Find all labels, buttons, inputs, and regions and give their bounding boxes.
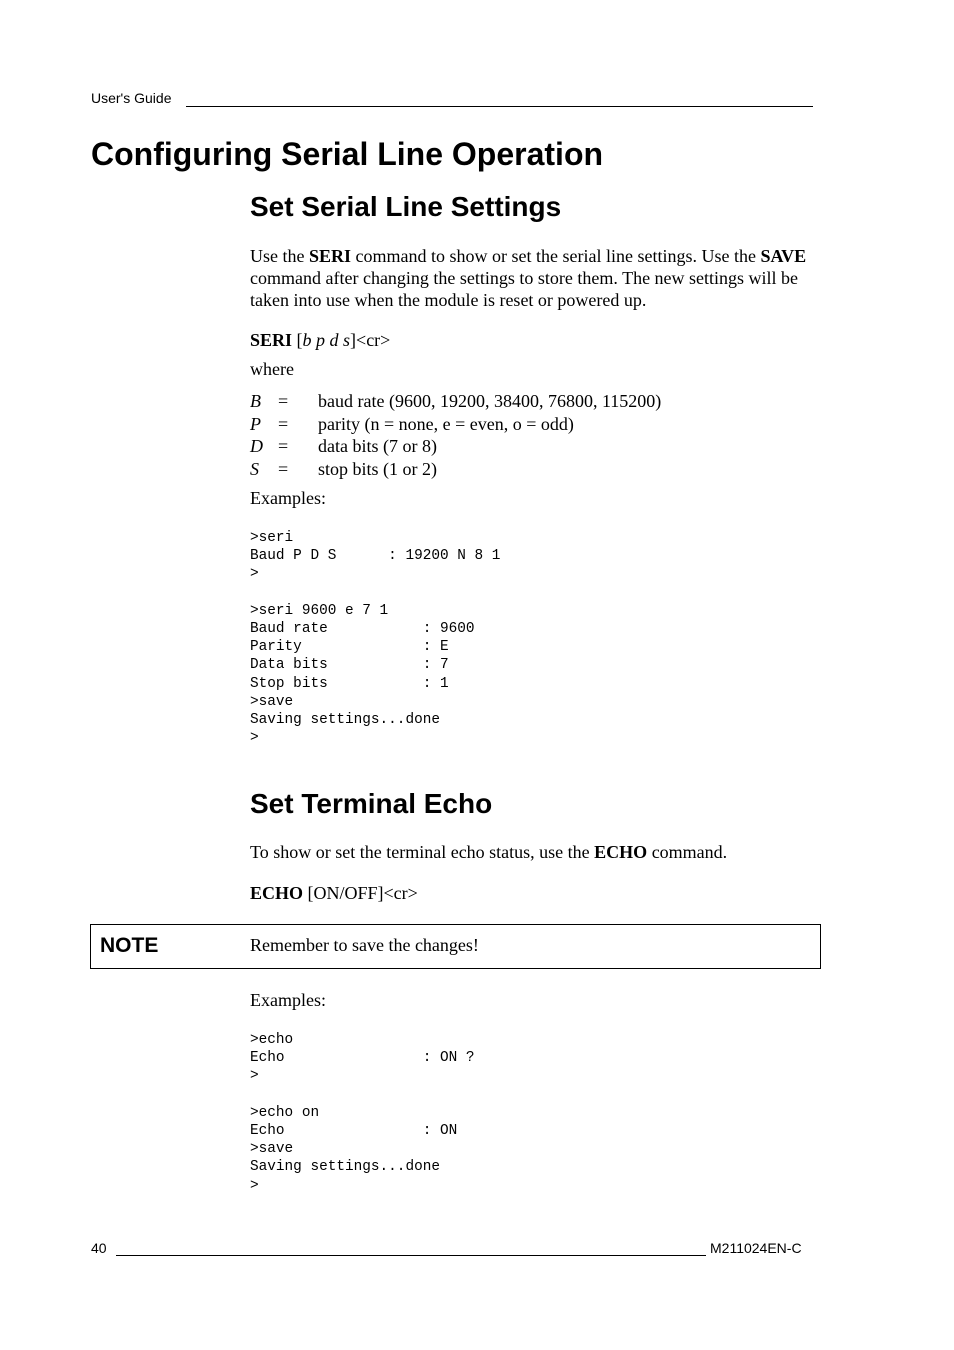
- serial-intro-paragraph: Use the SERI command to show or set the serial line settings. Use the SAVE command after changing the settings to store them. The new settings will be taken into use when the module is reset or powered up.: [250, 246, 807, 310]
- param-row: [250, 413, 661, 436]
- note-text: Remember to save the changes!: [250, 935, 479, 955]
- param-row: [250, 458, 661, 481]
- param-symbol: P: [250, 413, 261, 434]
- param-symbol: B: [250, 391, 261, 411]
- param-row: [250, 390, 661, 413]
- page-number: 40: [91, 1240, 107, 1256]
- param-equals: =: [278, 458, 289, 479]
- note-label: NOTE: [100, 934, 159, 957]
- parameter-list: [250, 390, 661, 480]
- param-description: data bits (7 or 8): [318, 436, 437, 456]
- param-description: stop bits (1 or 2): [318, 458, 437, 479]
- param-symbol: S: [250, 458, 259, 479]
- param-description: baud rate (9600, 19200, 38400, 76800, 115200): [318, 391, 662, 411]
- param-symbol: D: [250, 436, 263, 456]
- echo-syntax: ECHO [ON/OFF]<cr>: [250, 883, 418, 903]
- seri-code-example: >seri Baud P D S : 19200 N 8 1 > >seri 9600 e 7 1 Baud rate : 9600 Parity : E Data bits : 7 Stop bits : 1 >save Saving settings...done >: [250, 530, 501, 747]
- chapter-title: Configuring Serial Line Operation: [91, 136, 604, 172]
- running-header: User's Guide: [91, 90, 172, 106]
- section-title-echo: Set Terminal Echo: [250, 788, 493, 819]
- param-description: parity (n = none, e = even, o = odd): [318, 413, 574, 434]
- param-equals: =: [278, 391, 289, 411]
- header-rule: [186, 106, 813, 107]
- examples-label: Examples:: [250, 990, 326, 1010]
- where-label: where: [250, 359, 294, 379]
- param-equals: =: [278, 413, 289, 434]
- param-equals: =: [278, 436, 289, 456]
- seri-syntax: SERI [b p d s]<cr>: [250, 330, 391, 350]
- param-row: [250, 435, 661, 458]
- document-code: M211024EN-C: [710, 1240, 802, 1256]
- echo-code-example: >echo Echo : ON ? > >echo on Echo : ON >save Saving settings...done >: [250, 1032, 475, 1194]
- echo-intro-paragraph: To show or set the terminal echo status, use the ECHO command.: [250, 842, 728, 862]
- section-title-serial: Set Serial Line Settings: [250, 191, 562, 222]
- footer-rule: [116, 1255, 706, 1256]
- examples-label: Examples:: [250, 488, 326, 508]
